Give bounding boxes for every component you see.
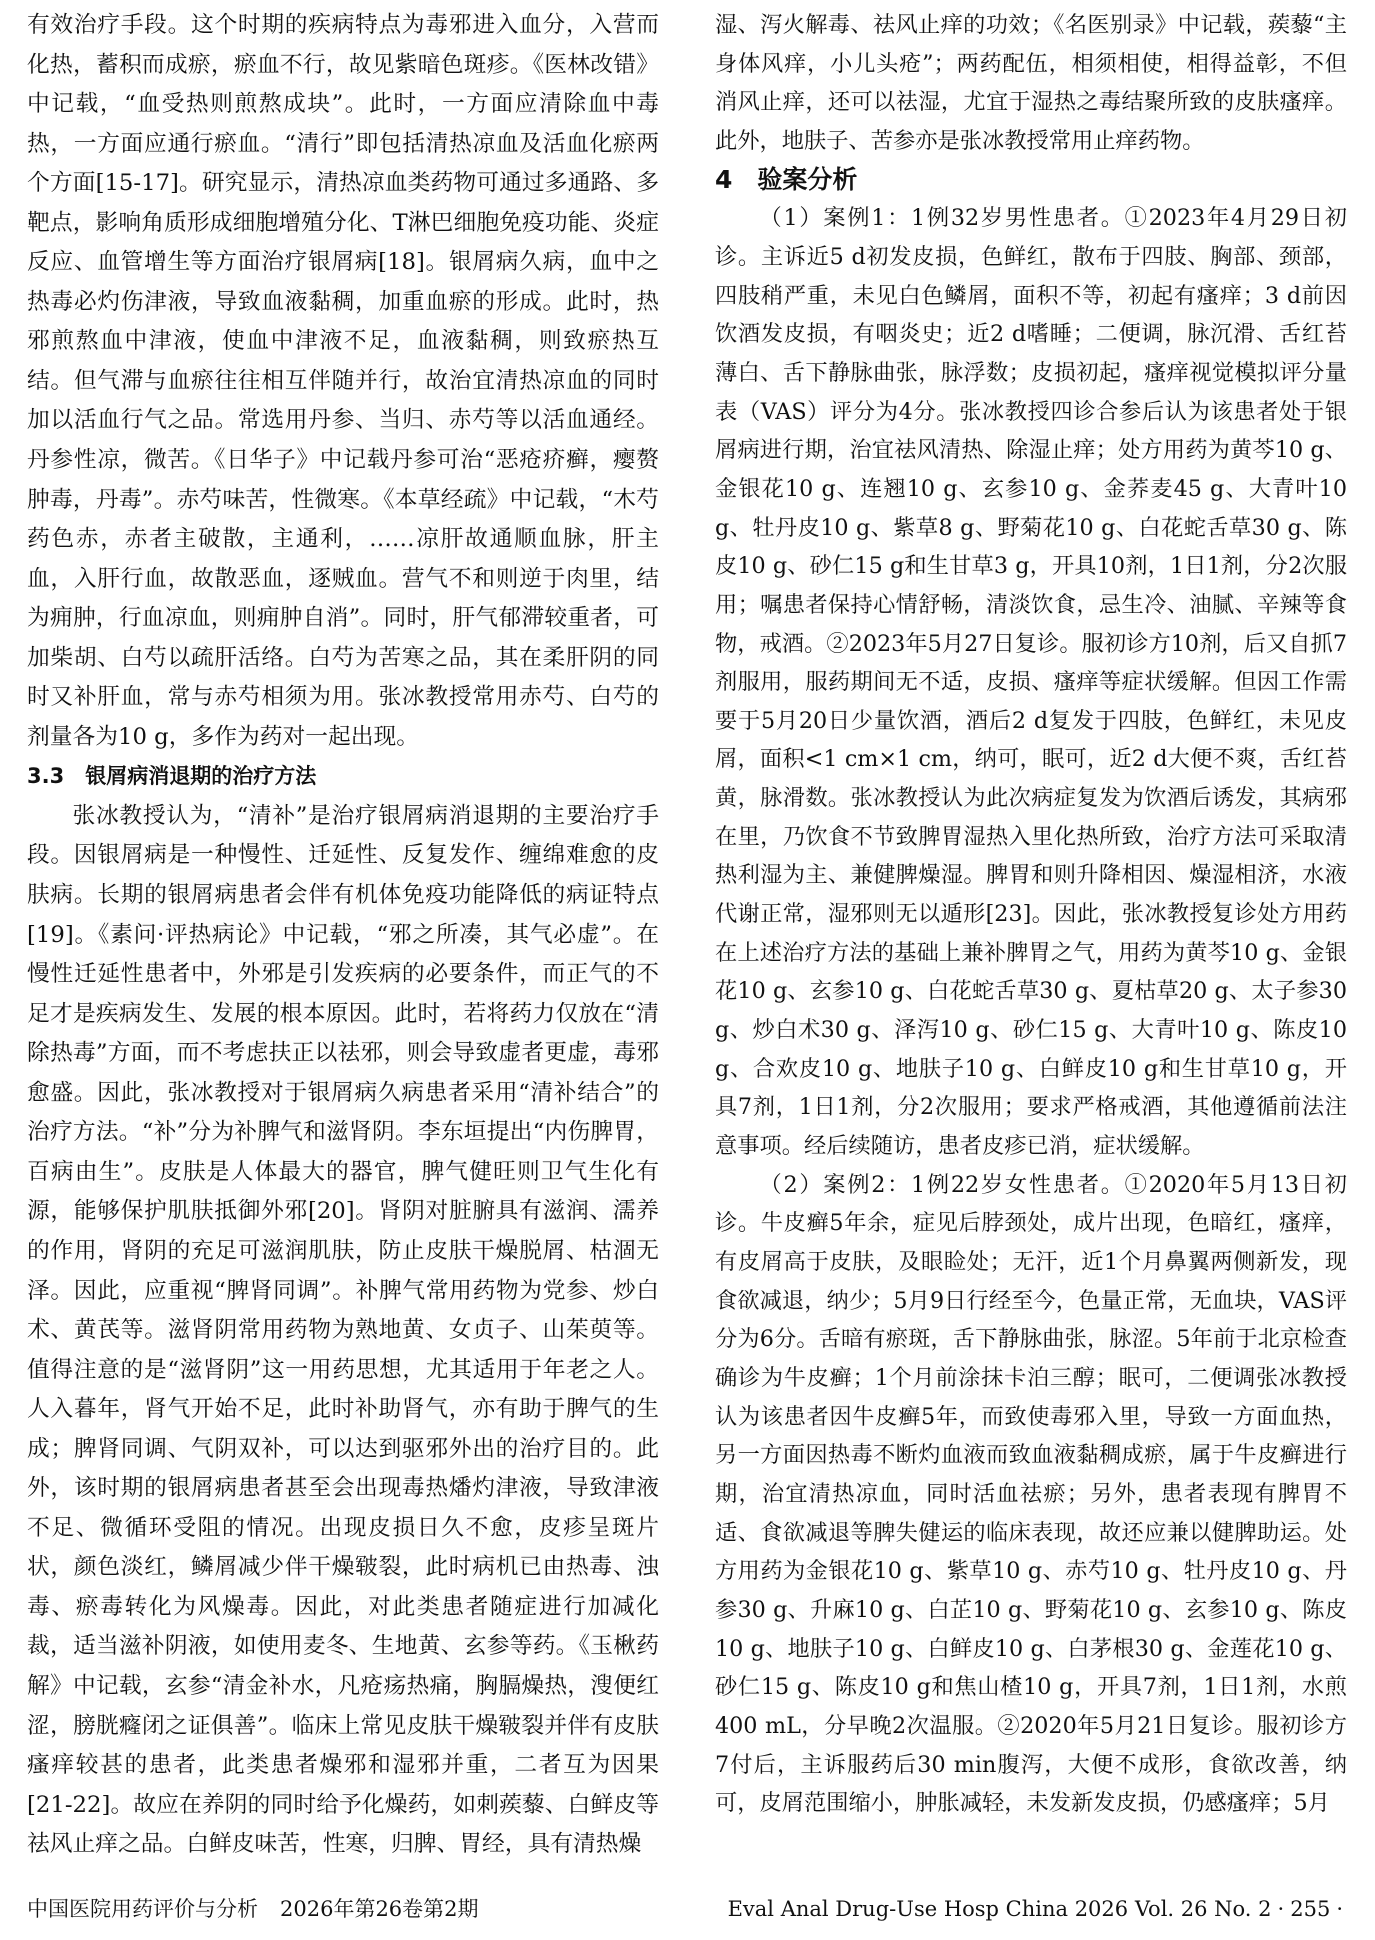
footer-separator: · [1336,1897,1343,1921]
paragraph: 湿、泻火解毒、祛风止痒的功效；《名医别录》中记载，蒺藜“主身体风痒，小儿头疮”；两药配伍，相须相使，相得益彰，不但消风止痒，还可以祛湿，尤宜于湿热之毒结聚所致的皮肤瘙痒。此外，地肤子、苦参亦是张冰教授常用止痒药物。 [715,12,1347,154]
paragraph: （2）案例2：1例22岁女性患者。①2020年5月13日初诊。牛皮癣5年余，症见后脖颈处，成片出现，色暗红，瘙痒，有皮屑高于皮肤，及眼睑处；无汗，近1个月鼻翼两侧新发，现食欲减退，纳少；5月9日行经至今，色量正常，无血块，VAS评分为6分。舌暗有瘀斑，舌下静脉曲张，脉涩。5年前于北京检查确诊为牛皮癣；1个月前涂抹卡泊三醇；眠可，二便调张冰教授认为该患者因牛皮癣5年，而致使毒邪入里，导致一方面血热，另一方面因热毒不断灼血液而致血液黏稠成瘀，属于牛皮癣进行期，治宜清热凉血，同时活血祛瘀；另外，患者表现有脾胃不适、食欲减退等脾失健运的临床表现，故还应兼以健脾助运。处方用药为金银花10 g、紫草10 g、赤芍10 g、牡丹皮10 g、丹参30 g、升麻10 g、白芷10 g、野菊花10 g、玄参10 g、陈皮10 g、地肤子10 g、白鲜皮10 g、白茅根30 g、金莲花10 g、砂仁15 g、陈皮10 g和焦山楂10 g，开具7剂，1日1剂，水煎400 mL，分早晚2次温服。②2020年5月21日复诊。服初诊方7付后，主诉服药后30 min腹泻，大便不成形，食欲改善，纳可，皮屑范围缩小，肿胀减轻，未发新发皮损，仍感瘙痒；5月 [715,1171,1347,1817]
footer-separator: · [1277,1897,1285,1921]
section-number: 3.3 [27,764,65,789]
paragraph: （1）案例1：1例32岁男性患者。①2023年4月29日初诊。主诉近5 d初发皮损，色鲜红，散布于四肢、胸部、颈部，四肢稍严重，未见白色鳞屑，面积不等，初起有瘙痒；3 d前因饮酒发皮损，有咽炎史；近2 d嗜睡；二便调，脉沉滑、舌红苔薄白、舌下静脉曲张，脉浮数；皮损初起，瘙痒视觉模拟评分量表（VAS）评分为4分。张冰教授四诊合参后认为该患者处于银屑病进行期，治宜祛风清热、除湿止痒；处方用药为黄芩10 g、金银花10 g、连翘10 g、玄参10 g、金荞麦45 g、大青叶10 g、牡丹皮10 g、紫草8 g、野菊花10 g、白花蛇舌草30 g、陈皮10 g、砂仁15 g和生甘草3 g，开具10剂，1日1剂，分2次服用；嘱患者保持心情舒畅，清淡饮食，忌生冷、油腻、辛辣等食物，戒酒。②2023年5月27日复诊。服初诊方10剂，后又自抓7剂服用，服药期间无不适，皮损、瘙痒等症状缓解。但因工作需要于5月20日少量饮酒，酒后2 d复发于四肢，色鲜红，未见皮屑，面积<1 cm×1 cm，纳可，眠可，近2 d大便不爽，舌红苔黄，脉滑数。张冰教授认为此次病症复发为饮酒后诱发，其病邪在里，乃饮食不节致脾胃湿热入里化热所致，治疗方法可采取清热利湿为主、兼健脾燥湿。脾胃和则升降相因、燥湿相济，水液代谢正常，湿邪则无以遁形[23]。因此，张冰教授复诊处方用药在上述治疗方法的基础上兼补脾胃之气，用药为黄芩10 g、金银花10 g、玄参10 g、白花蛇舌草30 g、夏枯草20 g、太子参30 g、炒白术30 g、泽泻10 g、砂仁15 g、大青叶10 g、陈皮10 g、合欢皮10 g、地肤子10 g、白鲜皮10 g和生甘草10 g，开具7剂，1日1剂，分2次服用；要求严格戒酒，其他遵循前法注意事项。经后续随访，患者皮疹已消，症状缓解。 [715,205,1347,1160]
right-column [715,6,1347,1823]
journal-name-en: Eval Anal Drug-Use Hosp China 2026 Vol. 26 No. 2 [727,1897,1272,1921]
section-title: 银屑病消退期的治疗方法 [85,764,317,789]
section-heading-4 [715,161,1347,200]
footer-left [27,1894,479,1924]
footer-right [728,1894,1349,1924]
left-column [27,6,659,1865]
issue-info-cn: 2026年第26卷第2期 [280,1897,479,1921]
section-title: 验案分析 [757,164,858,194]
paragraph: 张冰教授认为，“清补”是治疗银屑病消退期的主要治疗手段。因银屑病是一种慢性、迁延性、反复发作、缠绵难愈的皮肤病。长期的银屑病患者会伴有机体免疫功能降低的病证特点[19]。《素问·评热病论》中记载，“邪之所凑，其气必虚”。在慢性迁延性患者中，外邪是引发疾病的必要条件，而正气的不足才是疾病发生、发展的根本原因。此时，若将药力仅放在“清除热毒”方面，而不考虑扶正以祛邪，则会导致虚者更虚，毒邪愈盛。因此，张冰教授对于银屑病久病患者采用“清补结合”的治疗方法。“补”分为补脾气和滋肾阴。李东垣提出“内伤脾胃，百病由生”。皮肤是人体最大的器官，脾气健旺则卫气生化有源，能够保护肌肤抵御外邪[20]。肾阴对脏腑具有滋润、濡养的作用，肾阴的充足可滋润肌肤，防止皮肤干燥脱屑、枯涸无泽。因此，应重视“脾肾同调”。补脾气常用药物为党参、炒白术、黄芪等。滋肾阴常用药物为熟地黄、女贞子、山茱萸等。值得注意的是“滋肾阴”这一用药思想，尤其适用于年老之人。人入暮年，肾气开始不足，此时补助肾气，亦有助于脾气的生成；脾肾同调、气阴双补，可以达到驱邪外出的治疗目的。此外，该时期的银屑病患者甚至会出现毒热燔灼津液，导致津液不足、微循环受阻的情况。出现皮损日久不愈，皮疹呈斑片状，颜色淡红，鳞屑减少伴干燥皲裂，此时病机已由热毒、浊毒、瘀毒转化为风燥毒。因此，对此类患者随症进行加减化裁，适当滋补阴液，如使用麦冬、生地黄、玄参等药。《玉楸药解》中记载，玄参“清金补水，凡疮疡热痛，胸膈燥热，溲便红涩，膀胱癃闭之证俱善”。临床上常见皮肤干燥皲裂并伴有皮肤瘙痒较甚的患者，此类患者燥邪和湿邪并重，二者互为因果[21-22]。故应在养阴的同时给予化燥药，如刺蒺藜、白鲜皮等祛风止痒之品。白鲜皮味苦，性寒，归脾、胃经，具有清热燥 [27,802,659,1858]
paragraph: 有效治疗手段。这个时期的疾病特点为毒邪进入血分，入营而化热，蓄积而成瘀，瘀血不行，故见紫暗色斑疹。《医林改错》中记载，“血受热则煎熬成块”。此时，一方面应清除血中毒热，一方面应通行瘀血。“清行”即包括清热凉血及活血化瘀两个方面[15-17]。研究显示，清热凉血类药物可通过多通路、多靶点，影响角质形成细胞增殖分化、T淋巴细胞免疫功能、炎症反应、血管增生等方面治疗银屑病[18]。银屑病久病，血中之热毒必灼伤津液，导致血液黏稠，加重血瘀的形成。此时，热邪煎熬血中津液，使血中津液不足，血液黏稠，则致瘀热互结。但气滞与血瘀往往相互伴随并行，故治宜清热凉血的同时加以活血行气之品。常选用丹参、当归、赤芍等以活血通经。丹参性凉，微苦。《日华子》中记载丹参可治“恶疮疥癣，瘿赘肿毒，丹毒”。赤芍味苦，性微寒。《本草经疏》中记载，“木芍药色赤，赤者主破散，主通利，……凉肝故通顺血脉，肝主血，入肝行血，故散恶血，逐贼血。营气不和则逆于肉里，结为痈肿，行血凉血，则痈肿自消”。同时，肝气郁滞较重者，可加柴胡、白芍以疏肝活络。白芍为苦寒之品，其在柔肝阴的同时又补肝血，常与赤芍相须为用。张冰教授常用赤芍、白芍的剂量各为10 g，多作为药对一起出现。 [27,12,659,750]
page-number: 255 [1290,1897,1331,1921]
journal-name-cn: 中国医院用药评价与分析 [27,1897,258,1921]
section-heading-3-3 [27,757,659,797]
section-number: 4 [715,164,733,194]
